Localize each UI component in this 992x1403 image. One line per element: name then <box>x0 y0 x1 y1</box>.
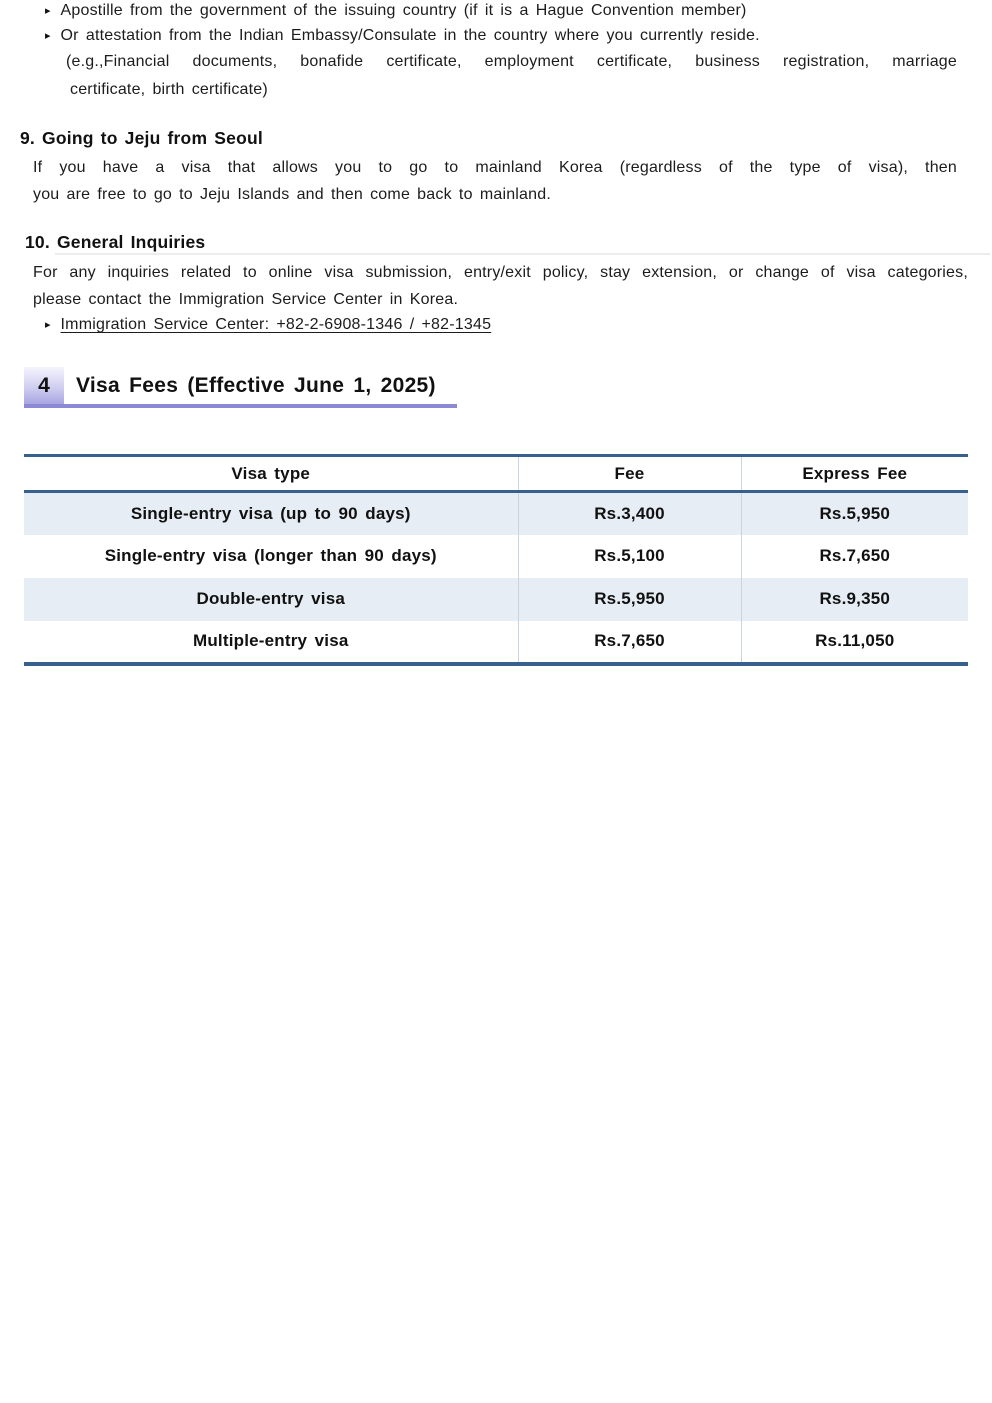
table-row <box>24 492 968 535</box>
table-header-row <box>24 456 968 492</box>
table-row <box>24 535 968 578</box>
contact-bullet-item <box>45 314 957 336</box>
cell-visa-type: Single-entry visa (up to 90 days) <box>24 492 518 535</box>
cell-express-fee: Rs.7,650 <box>741 535 968 578</box>
section10-body-line: please contact the Immigration Service Center in Korea. <box>33 291 459 308</box>
cell-fee: Rs.7,650 <box>518 621 741 664</box>
header-express-fee: Express Fee <box>741 456 968 492</box>
section9-body-line: you are free to go to Jeju Islands and then come back to mainland. <box>33 186 551 203</box>
bullet-text: Apostille from the government of the issuing country (if it is a Hague Convention member) <box>60 2 747 19</box>
bullet-continuation-line: certificate, birth certificate) <box>70 81 268 98</box>
section10-heading: 10. General Inquiries <box>25 232 206 252</box>
visa-fees-table <box>24 454 968 666</box>
cell-express-fee: Rs.9,350 <box>741 578 968 621</box>
cell-fee: Rs.5,100 <box>518 535 741 578</box>
cell-express-fee: Rs.11,050 <box>741 621 968 664</box>
section-number-box: 4 <box>24 367 64 405</box>
cell-visa-type: Multiple-entry visa <box>24 621 518 664</box>
bullet-triangle-icon: ▸ <box>45 5 51 17</box>
section4-title: Visa Fees (Effective June 1, 2025) <box>76 374 436 397</box>
section9-body-line: If you have a visa that allows you to go to mainland Korea (regardless of the type of visa), then <box>33 159 957 176</box>
cell-express-fee: Rs.5,950 <box>741 492 968 535</box>
bullet-item-attestation <box>45 25 957 47</box>
bullet-triangle-icon: ▸ <box>45 30 51 42</box>
immigration-contact-text: Immigration Service Center: +82-2-6908-1346 / +82-1345 <box>60 316 492 333</box>
table-row <box>24 621 968 664</box>
cell-visa-type: Double-entry visa <box>24 578 518 621</box>
cell-fee: Rs.5,950 <box>518 578 741 621</box>
cell-visa-type: Single-entry visa (longer than 90 days) <box>24 535 518 578</box>
section10-body-line: For any inquiries related to online visa submission, entry/exit policy, stay extension, or change of visa categories, <box>33 264 968 281</box>
bullet-triangle-icon: ▸ <box>45 319 51 331</box>
section-title-underline <box>24 404 457 408</box>
cell-fee: Rs.3,400 <box>518 492 741 535</box>
table-row <box>24 578 968 621</box>
section9-heading: 9. Going to Jeju from Seoul <box>20 128 263 148</box>
faint-rule-artifact <box>55 253 990 255</box>
bullet-continuation-line: (e.g.,Financial documents, bonafide certificate, employment certificate, business registration, marriage <box>66 53 957 70</box>
bullet-text: Or attestation from the Indian Embassy/Consulate in the country where you currently reside. <box>60 27 760 44</box>
bullet-item-apostille <box>45 0 957 22</box>
visa-fees-table-wrapper <box>24 454 968 666</box>
header-fee: Fee <box>518 456 741 492</box>
header-visa-type: Visa type <box>24 456 518 492</box>
